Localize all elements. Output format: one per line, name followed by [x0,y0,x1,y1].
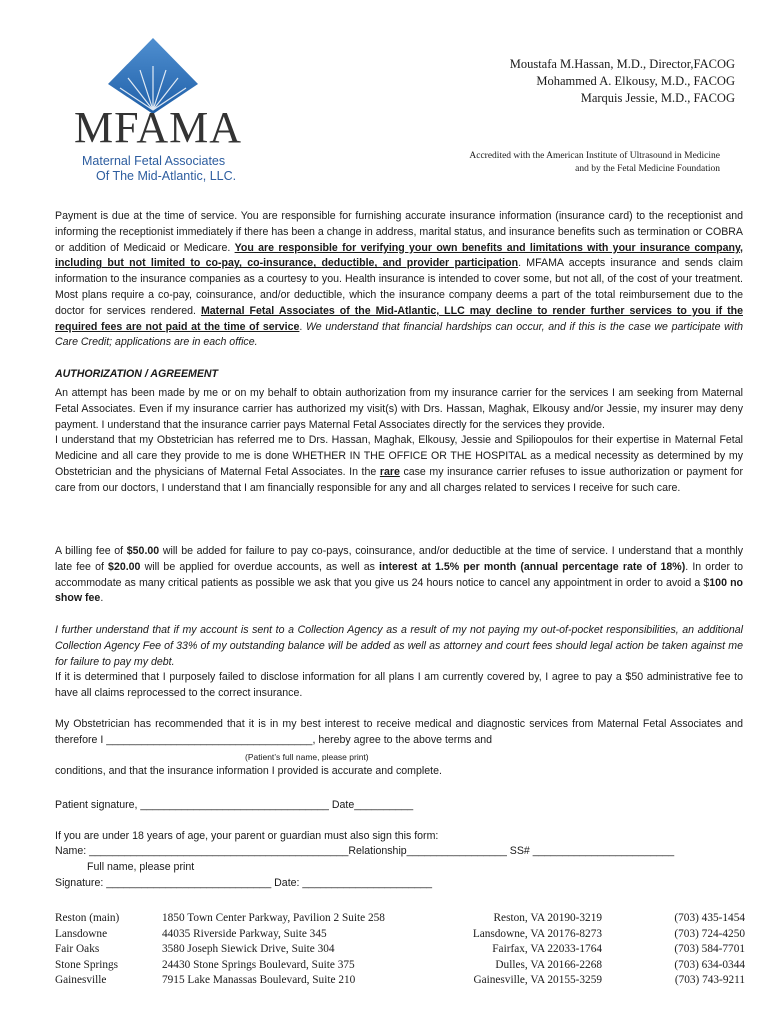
agreement-conditions: conditions, and that the insurance information I provided is accurate and complete. [55,765,442,777]
patient-name-hint: (Patient’s full name, please print) [245,752,369,762]
office-name: Lansdowne [55,927,108,940]
fees-text: will be added for failure to pay co-pays, coinsurance, and/or deductible at the time of service. I understand that a monthly late fee of [55,545,743,573]
logo-wordmark: MFAMA [74,103,243,152]
office-phone: (703) 724-4250 [674,927,745,940]
authorization-heading: AUTHORIZATION / AGREEMENT [55,368,219,380]
fees-text: . In order to accommodate as many critical patients as possible we ask that you give us 24 hours notice to cancel any appointment in order to avoid a $ [55,560,744,589]
doctor-name: Moustafa M.Hassan, M.D., Director,FACOG [509,57,735,71]
payment-bold: You are responsible for verifying your own benefits and limitations with your insurance company, including but not limited to co-pay, co-insurance, deductible, and provider participation [55,241,743,270]
office-row [55,911,745,927]
accreditation-line: and by the Fetal Medicine Foundation [575,164,720,174]
office-name: Stone Springs [55,958,119,971]
payment-policy [55,209,743,351]
interest-rate: interest at 1.5% per month (annual percentage rate of 18%) [379,560,686,573]
office-name: Gainesville [55,974,107,987]
office-phone: (703) 435-1454 [674,912,745,924]
rare-word: rare [379,465,400,478]
authorization-paragraph: An attempt has been made by me or on my behalf to obtain authorization from my insurance carrier for the services I am seeking from Maternal Fetal Associates. Even if my insurance carrier has authorized my visit(s) with Drs. Hassan, Maghak, Elkousy and/or Jessie, my insurer may deny payment. I understand that the insurance carrier pays Maternal Fetal Associates directly for the services they provide. [55,387,743,431]
guardian-name-line[interactable]: Name: ____________________________________________Relationship_________________ SS# ________________________ [55,845,675,857]
office-row [55,973,745,989]
payment-text-2: . MFAMA accepts insurance and sends claim information to the insurance companies as a courtesy to you. Health insurance is intended to cover some, but not all, of the cost of your treatment. Most plans require a co-pay, coinsurance, and/or deductible, which the insurance company deems a part of the total reimbursement due to the doctor for services rendered. [55,257,744,317]
guardian-signature-line[interactable]: Signature: ____________________________ Date: ______________________ [55,877,433,889]
fees-text: will be applied for overdue accounts, as well as [140,560,380,573]
office-locations [55,911,745,989]
late-fee: $20.00 [108,560,141,573]
patient-signature-line[interactable]: Patient signature, ________________________________ Date__________ [55,799,414,811]
collection-agency-text: I further understand that if my account is sent to a Collection Agency as a result of my not paying my out-of-pocket responsibilities, an additional Collection Agency Fee of 33% of my outstanding balance will be added as well as attorney and court fees should legal action be taken against me for failure to pay my debt. [55,624,743,668]
minor-notice: If you are under 18 years of age, your parent or guardian must also sign this form: [55,830,439,842]
office-phone: (703) 743-9211 [674,974,745,987]
office-row [55,927,745,943]
doctor-list [510,56,735,107]
agreement-text[interactable]: My Obstetrician has recommended that it is in my best interest to receive medical and diagnostic services from Maternal Fetal Associates and therefore I ___________________________________, hereby agree to the above terms and [55,718,743,746]
full-name-hint: Full name, please print [87,861,195,873]
office-row [55,958,745,974]
collection-section [55,623,743,702]
no-show-fee: 100 no show fee [55,576,744,605]
office-city: Gainesville, VA 20155-3259 [473,974,602,987]
office-address: 24430 Stone Springs Boulevard, Suite 375 [162,958,355,971]
office-phone: (703) 634-0344 [674,958,745,971]
authorization-section [55,386,743,497]
logo-line-1: Maternal Fetal Associates [82,154,226,168]
referral-text-2: case my insurance carrier refuses to issue authorization or payment for care from our doctors, I understand that I am financially responsible for any and all charges related to services I receive for such care. [55,465,743,494]
office-city: Dulles, VA 20166-2268 [495,958,602,971]
referral-text: I understand that my Obstetrician has referred me to Drs. Hassan, Maghak, Elkousy, Jessie and Spiliopoulos for their expertise in Maternal Fetal Medicine and all care they provide to me is done WHETHER IN THE OFFICE OR THE HOSPITAL as a medical necessity as determined by my Obstetrician and the physicians of Maternal Fetal Associates. In the [55,434,743,478]
care-credit-note: We understand that financial hardships can occur, and if this is the case we participate with Care Credit; applications are in each office. [55,320,744,349]
payment-bold-2: Maternal Fetal Associates of the Mid-Atlantic, LLC may decline to render further services to you if the required fees are not paid at the time of service [55,304,743,333]
doctor-name: Mohammed A. Elkousy, M.D., FACOG [536,74,735,88]
agreement-section [55,717,743,749]
fees-text: A billing fee of [55,545,127,557]
payment-text-3: . [299,320,306,333]
office-address: 3580 Joseph Siewick Drive, Suite 304 [162,943,335,956]
fees-section [55,544,743,607]
office-city: Lansdowne, VA 20176-8273 [472,927,602,940]
office-phone: (703) 584-7701 [674,943,745,956]
office-address: 7915 Lake Manassas Boulevard, Suite 210 [162,974,356,987]
office-city: Reston, VA 20190-3219 [493,912,602,924]
fees-text: . [100,592,104,605]
office-address: 44035 Riverside Parkway, Suite 345 [162,927,327,940]
accreditation-line: Accredited with the American Institute of Ultrasound in Medicine [469,151,720,161]
office-address: 1850 Town Center Parkway, Pavilion 2 Suite 258 [162,912,385,924]
office-row [55,942,745,958]
mfama-logo [60,36,250,186]
office-name: Reston (main) [55,912,120,924]
payment-text: Payment is due at the time of service. You are responsible for furnishing accurate insurance information (insurance card) to the receptionist and informing the receptionist immediately if there has been a change in address, marital status, and insurance benefits such as termination or COBRA or addition of Medicaid or Medicare. [55,210,743,254]
office-name: Fair Oaks [55,943,100,956]
disclosure-text: If it is determined that I purposely failed to disclose information for all plans I am currently covered by, I agree to pay a $50 administrative fee to have all claims reprocessed to the correct insurance. [55,671,743,700]
logo-line-2: Of The Mid-Atlantic, LLC. [96,169,237,183]
office-city: Fairfax, VA 22033-1764 [492,943,602,956]
accreditation-note [469,150,720,176]
billing-fee: $50.00 [126,545,160,557]
doctor-name: Marquis Jessie, M.D., FACOG [580,91,735,105]
